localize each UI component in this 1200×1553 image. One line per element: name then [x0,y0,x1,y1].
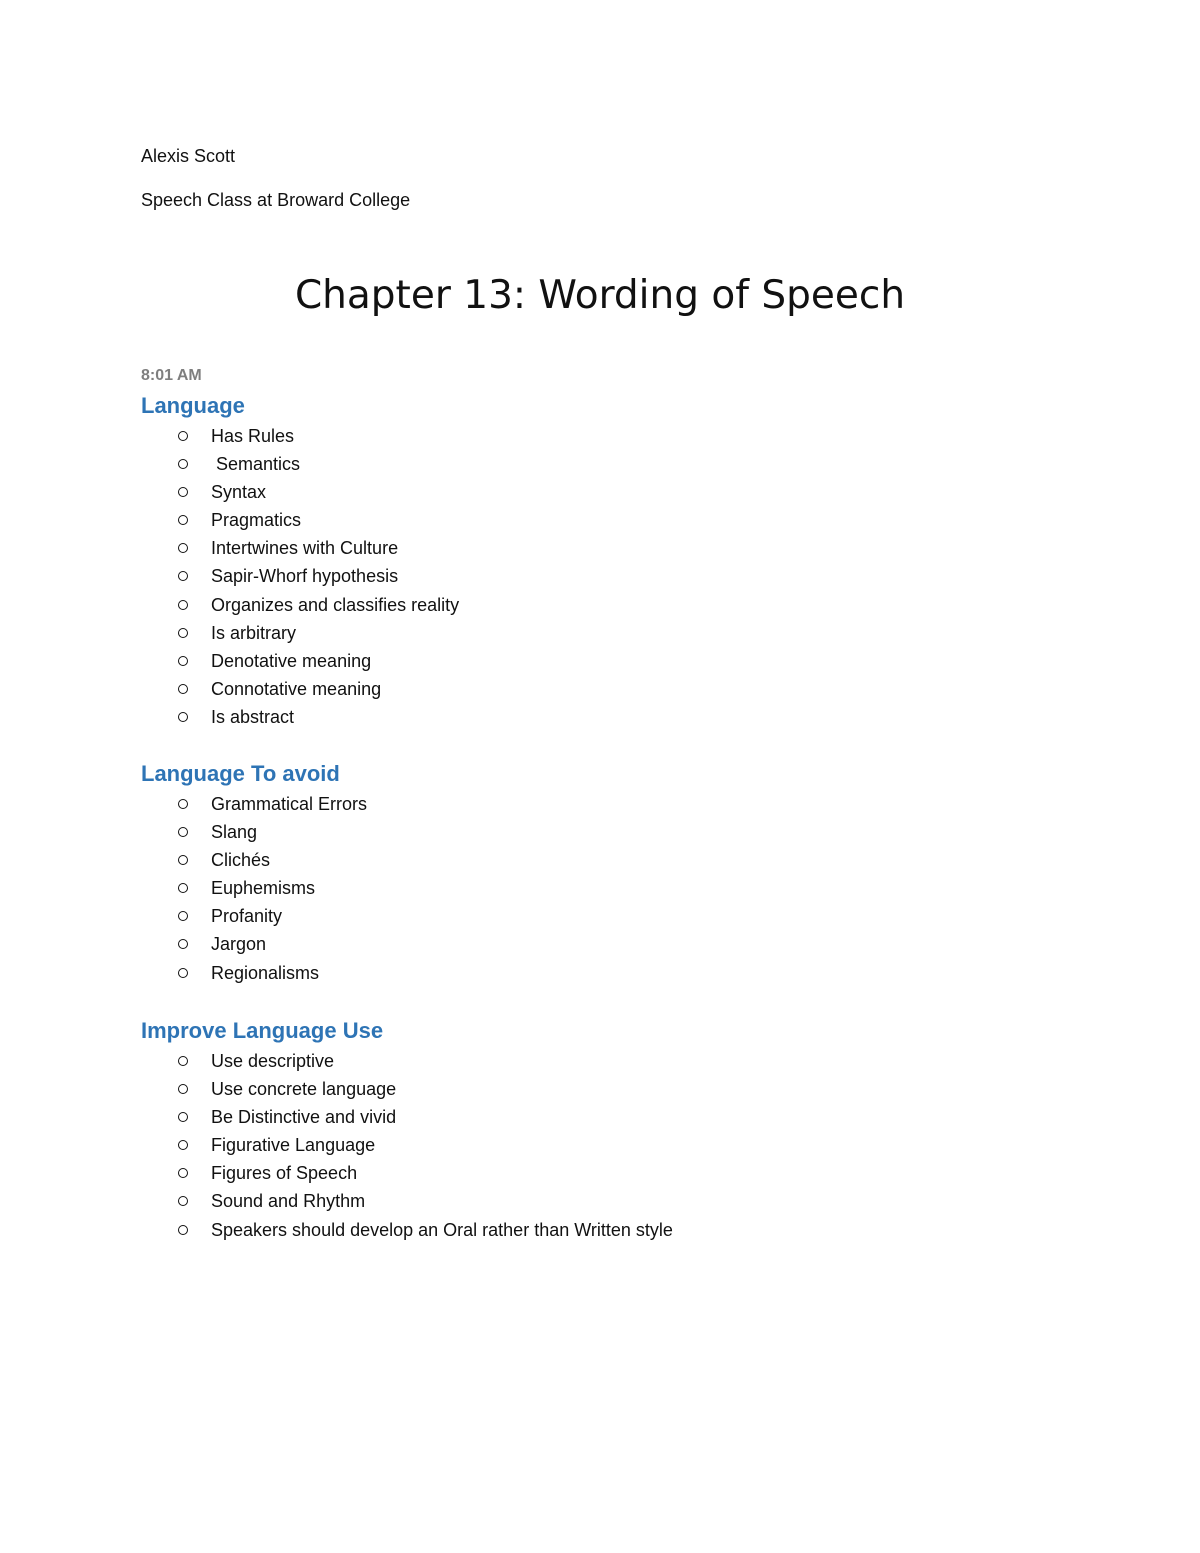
list-item [141,902,367,930]
section-language [141,392,459,731]
bullet-list [141,790,367,987]
author-name: Alexis Scott [141,146,236,166]
list-item [141,703,459,731]
list-item-text: Use descriptive [211,1051,335,1071]
list-item-text: Denotative meaning [211,650,372,671]
list-item [141,1216,673,1244]
circle-bullet-icon [178,656,188,666]
list-item-text: Connotative meaning [211,678,382,699]
course-name: Speech Class at Broward College [141,190,411,210]
circle-bullet-icon [178,684,188,694]
circle-bullet-icon [178,1225,188,1235]
circle-bullet-icon [178,1056,188,1066]
list-item [141,1103,673,1131]
list-item-text: Slang [211,822,258,843]
circle-bullet-icon [178,543,188,553]
circle-bullet-icon [178,855,188,865]
circle-bullet-icon [178,799,188,809]
circle-bullet-icon [178,1084,188,1094]
circle-bullet-icon [178,1168,188,1178]
section-heading: Language [141,393,245,418]
circle-bullet-icon [178,1112,188,1122]
list-item [141,818,367,846]
list-item-text: Organizes and classifies reality [211,594,460,615]
list-item-text: Euphemisms [211,878,316,899]
list-item [141,1187,673,1215]
list-item-text: Grammatical Errors [211,794,368,814]
list-item-text: Figures of Speech [211,1163,358,1184]
list-item [141,534,459,562]
circle-bullet-icon [178,571,188,581]
list-item-text: Sapir-Whorf hypothesis [211,566,399,587]
list-item-text: Syntax [211,482,267,503]
circle-bullet-icon [178,712,188,722]
list-item [141,619,459,647]
circle-bullet-icon [178,628,188,638]
bullet-list [141,1047,673,1244]
list-item-text: Intertwines with Culture [211,538,399,559]
circle-bullet-icon [178,459,188,469]
list-item [141,930,367,958]
circle-bullet-icon [178,1140,188,1150]
list-item [141,422,459,450]
list-item [141,478,459,506]
list-item [141,846,367,874]
circle-bullet-icon [178,827,188,837]
list-item [141,874,367,902]
list-item [141,450,459,478]
list-item-text: Semantics [211,454,301,475]
circle-bullet-icon [178,911,188,921]
list-item [141,506,459,534]
list-item-text: Jargon [211,934,267,955]
list-item [141,1131,673,1159]
list-item-text: Use concrete language [211,1079,397,1100]
circle-bullet-icon [178,431,188,441]
list-item-text: Is abstract [211,706,295,727]
circle-bullet-icon [178,515,188,525]
section-heading: Language To avoid [141,761,340,786]
list-item [141,1047,673,1075]
list-item [141,675,459,703]
list-item [141,647,459,675]
list-item [141,562,459,590]
circle-bullet-icon [178,1196,188,1206]
list-item-text: Pragmatics [211,510,302,531]
circle-bullet-icon [178,600,188,610]
list-item [141,1159,673,1187]
page-title: Chapter 13: Wording of Speech [294,273,906,318]
timestamp: 8:01 AM [141,367,202,384]
section-improve-language-use [141,1017,673,1244]
list-item-text: Profanity [211,906,283,927]
list-item [141,790,367,818]
list-item [141,591,459,619]
section-heading: Improve Language Use [141,1018,384,1043]
list-item [141,1075,673,1103]
circle-bullet-icon [178,968,188,978]
list-item-text: Figurative Language [211,1135,376,1156]
list-item-text: Regionalisms [211,962,320,983]
list-item-text: Be Distinctive and vivid [211,1107,397,1128]
circle-bullet-icon [178,939,188,949]
list-item-text: Speakers should develop an Oral rather than Written style [211,1219,673,1240]
list-item-text: Clichés [211,850,271,871]
list-item-text: Is arbitrary [211,622,297,643]
section-language-to-avoid [141,760,367,987]
list-item-text: Has Rules [211,426,295,446]
list-item [141,959,367,987]
bullet-list [141,422,459,731]
circle-bullet-icon [178,487,188,497]
list-item-text: Sound and Rhythm [211,1191,366,1212]
circle-bullet-icon [178,883,188,893]
